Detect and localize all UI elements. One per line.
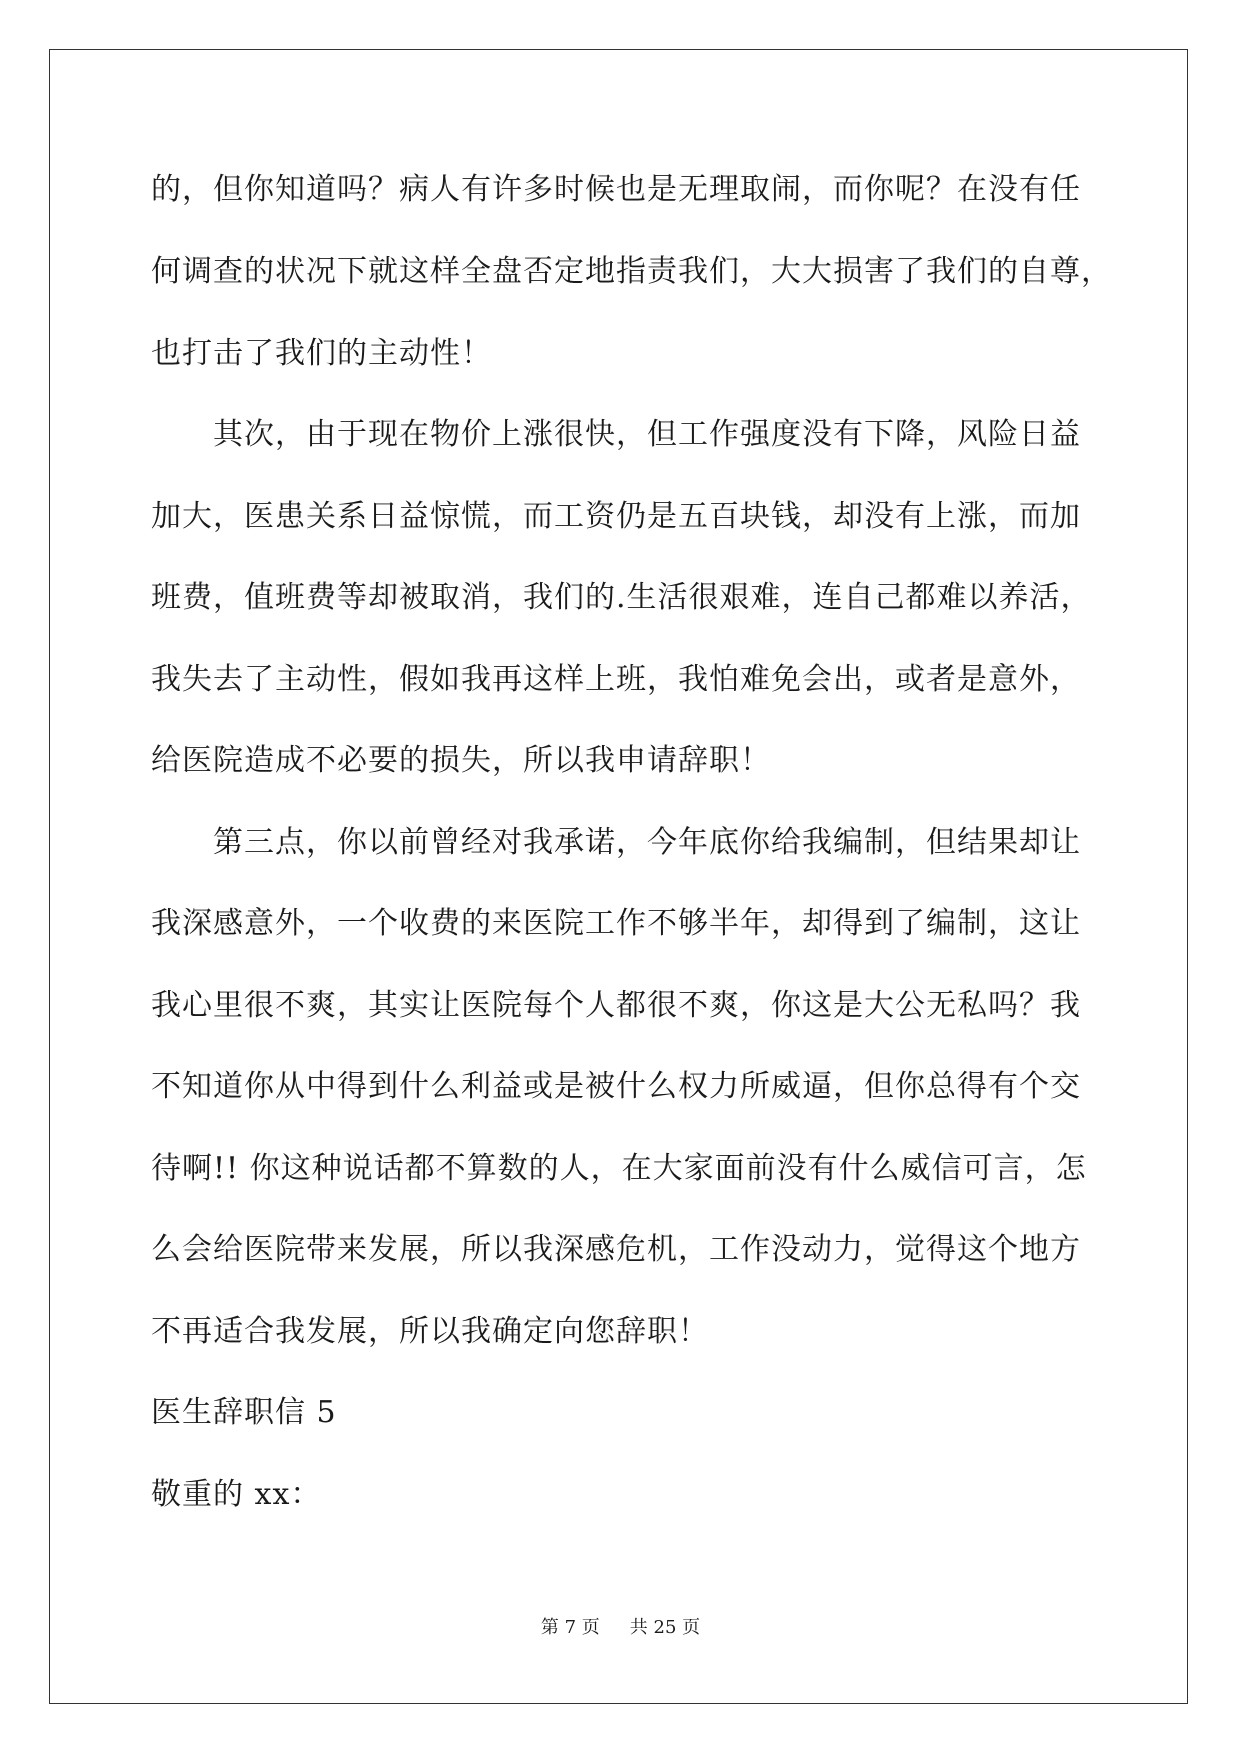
paragraph-line: 也打击了我们的主动性！ bbox=[151, 336, 492, 371]
paragraph-line: 班费，值班费等却被取消，我们的.生活很艰难，连自己都难以养活， bbox=[151, 580, 1092, 615]
paragraph-line: 我失去了主动性，假如我再这样上班，我怕难免会出，或者是意外， bbox=[151, 662, 1081, 697]
paragraph-line: 给医院造成不必要的损失，所以我申请辞职！ bbox=[151, 743, 771, 778]
page-total: 共 25 页 bbox=[629, 1617, 701, 1638]
paragraph-line: 我心里很不爽，其实让医院每个人都很不爽，你这是大公无私吗？我 bbox=[151, 988, 1081, 1023]
paragraph-line: 我深感意外，一个收费的来医院工作不够半年，却得到了编制，这让 bbox=[151, 906, 1081, 941]
paragraph-line: 其次，由于现在物价上涨很快，但工作强度没有下降，风险日益 bbox=[213, 417, 1081, 452]
section-heading: 医生辞职信 5 bbox=[151, 1395, 337, 1430]
paragraph-line: 不知道你从中得到什么利益或是被什么权力所威逼，但你总得有个交 bbox=[151, 1069, 1081, 1104]
paragraph-line: 的，但你知道吗？病人有许多时候也是无理取闹，而你呢？在没有任 bbox=[151, 172, 1081, 207]
page-number: 第 7 页 bbox=[540, 1617, 600, 1638]
paragraph-line: 待啊!! 你这种说话都不算数的人，在大家面前没有什么威信可言，怎 bbox=[151, 1151, 1087, 1186]
salutation: 敬重的 xx： bbox=[151, 1477, 322, 1512]
page-footer bbox=[0, 1616, 1241, 1640]
paragraph-line: 么会给医院带来发展，所以我深感危机，工作没动力，觉得这个地方 bbox=[151, 1232, 1081, 1267]
paragraph-line: 加大，医患关系日益惊慌，而工资仍是五百块钱，却没有上涨，而加 bbox=[151, 499, 1081, 534]
page-border bbox=[49, 49, 1188, 1704]
paragraph-line: 第三点，你以前曾经对我承诺，今年底你给我编制，但结果却让 bbox=[213, 825, 1081, 860]
paragraph-line: 何调查的状况下就这样全盘否定地指责我们，大大损害了我们的自尊， bbox=[151, 254, 1112, 289]
paragraph-line: 不再适合我发展，所以我确定向您辞职！ bbox=[151, 1314, 709, 1349]
